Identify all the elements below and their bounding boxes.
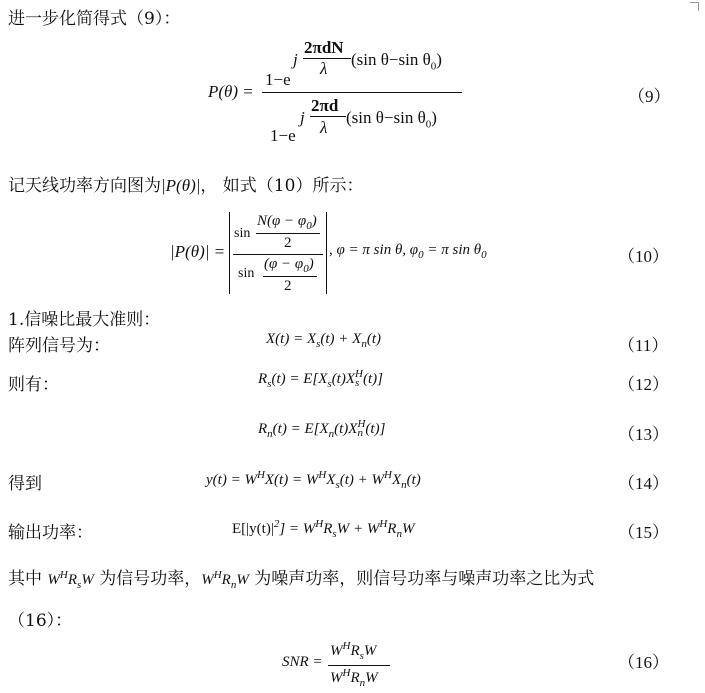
- pattern-text-b: ， 如式（10）所示：: [200, 176, 364, 196]
- eq9-num-j: j: [293, 50, 298, 69]
- eq9-num-frac-bot: λ: [320, 59, 328, 78]
- eq10-den-inner-line: [263, 276, 317, 277]
- eq9-main-fraction-line: [262, 92, 462, 93]
- pattern-inline-math: |P(θ)|: [161, 176, 201, 195]
- eq16-numerator: $W^HR_sW$: [330, 640, 377, 662]
- eq10-num-inner-line: [256, 233, 320, 234]
- eq9-lhs: P(θ) =: [208, 82, 254, 101]
- eq11-formula: $X(t) = X_s(t) + X_n(t)$: [266, 331, 382, 350]
- then-label: 则有：: [8, 375, 59, 395]
- section-heading: 1.信噪比最大准则：: [8, 310, 161, 330]
- page-corner-mark: [690, 2, 699, 11]
- eq14-number: （14）: [618, 474, 669, 493]
- eq9-den-j: j: [300, 108, 305, 127]
- get-label: 得到: [8, 474, 42, 494]
- eq10-main-fraction-line: [233, 254, 323, 255]
- eq9-num-paren: (sin θ−sin $\theta_0$): [351, 50, 442, 73]
- eq10-den-top: $(\varphi - \varphi_0)$: [264, 256, 314, 275]
- where-text-c: 为噪声功率，则信号功率与噪声功率之比为式: [254, 569, 595, 589]
- eq10-den-bot: 2: [284, 278, 292, 294]
- eq10-num-top: $N(\varphi - \varphi_0)$: [257, 213, 317, 232]
- pattern-sentence: [8, 171, 363, 196]
- pattern-text-a: 记天线功率方向图为: [8, 176, 161, 196]
- eq9-num-frac-top: 2πdN: [304, 38, 344, 57]
- eq11-number: （11）: [618, 336, 669, 355]
- eq9-den-frac-bot: λ: [320, 118, 328, 137]
- eq10-den-sin: sin: [238, 266, 255, 281]
- eq12-number: （12）: [618, 375, 669, 394]
- eq10-number: （10）: [618, 247, 669, 266]
- noise-power-math: $W^HR_nW$: [201, 569, 249, 591]
- eq10-num-sin: sin: [234, 226, 251, 241]
- where-text-a: 其中: [8, 569, 42, 589]
- eq14-formula: $y(t) = W^HX(t) = W^HX_s(t) + W^HX_n(t)$: [206, 469, 421, 491]
- eq15-formula: $E[|y(t)|^2] = W^HR_sW + W^HR_nW$: [232, 518, 415, 540]
- eq15-number: （15）: [618, 523, 669, 542]
- intro-text: 进一步化简得式（9）：: [8, 9, 181, 29]
- signal-power-math: $W^HR_sW$: [47, 569, 94, 591]
- eq9-num-1-e: 1−e: [265, 70, 291, 89]
- eq16-number: （16）: [618, 653, 669, 672]
- eq13-formula: $R_n(t) = E[X_n(t)XH$ n (t)]: [258, 418, 386, 440]
- eq9-den-inner-fraction-line: [310, 116, 346, 117]
- eq10-rhs: , φ = π sin θ, $\varphi_0 = \pi$ $\sin \theta_0$: [329, 242, 487, 261]
- eq10-lhs: |P(θ)| =: [170, 242, 226, 261]
- eq9-number: （9）: [628, 87, 671, 106]
- eq10-num-bot: 2: [284, 235, 292, 251]
- eq13-number: （13）: [618, 425, 669, 444]
- eq9-den-1-e: 1−e: [270, 126, 296, 145]
- eq9-den-frac-top: 2πd: [311, 96, 339, 115]
- eq16-denominator: $W^HR_nW$: [330, 667, 378, 689]
- eq9-den-paren: (sin θ−sin $\theta_0$): [346, 108, 437, 131]
- where-sentence: [8, 564, 594, 591]
- eq16-fraction-line: [328, 665, 390, 666]
- eq10-abs-right-bar: [326, 212, 327, 294]
- output-power-label: 输出功率：: [8, 523, 93, 543]
- eq16-lhs: SNR =: [282, 654, 323, 670]
- where-text-d: （16）：: [8, 611, 73, 631]
- where-text-b: 为信号功率，: [99, 569, 202, 589]
- eq12-formula: $R_s(t) = E[X_s(t)XH$ s (t)]: [258, 368, 383, 390]
- eq10-abs-left-bar: [229, 212, 230, 294]
- array-signal-label: 阵列信号为：: [8, 336, 110, 356]
